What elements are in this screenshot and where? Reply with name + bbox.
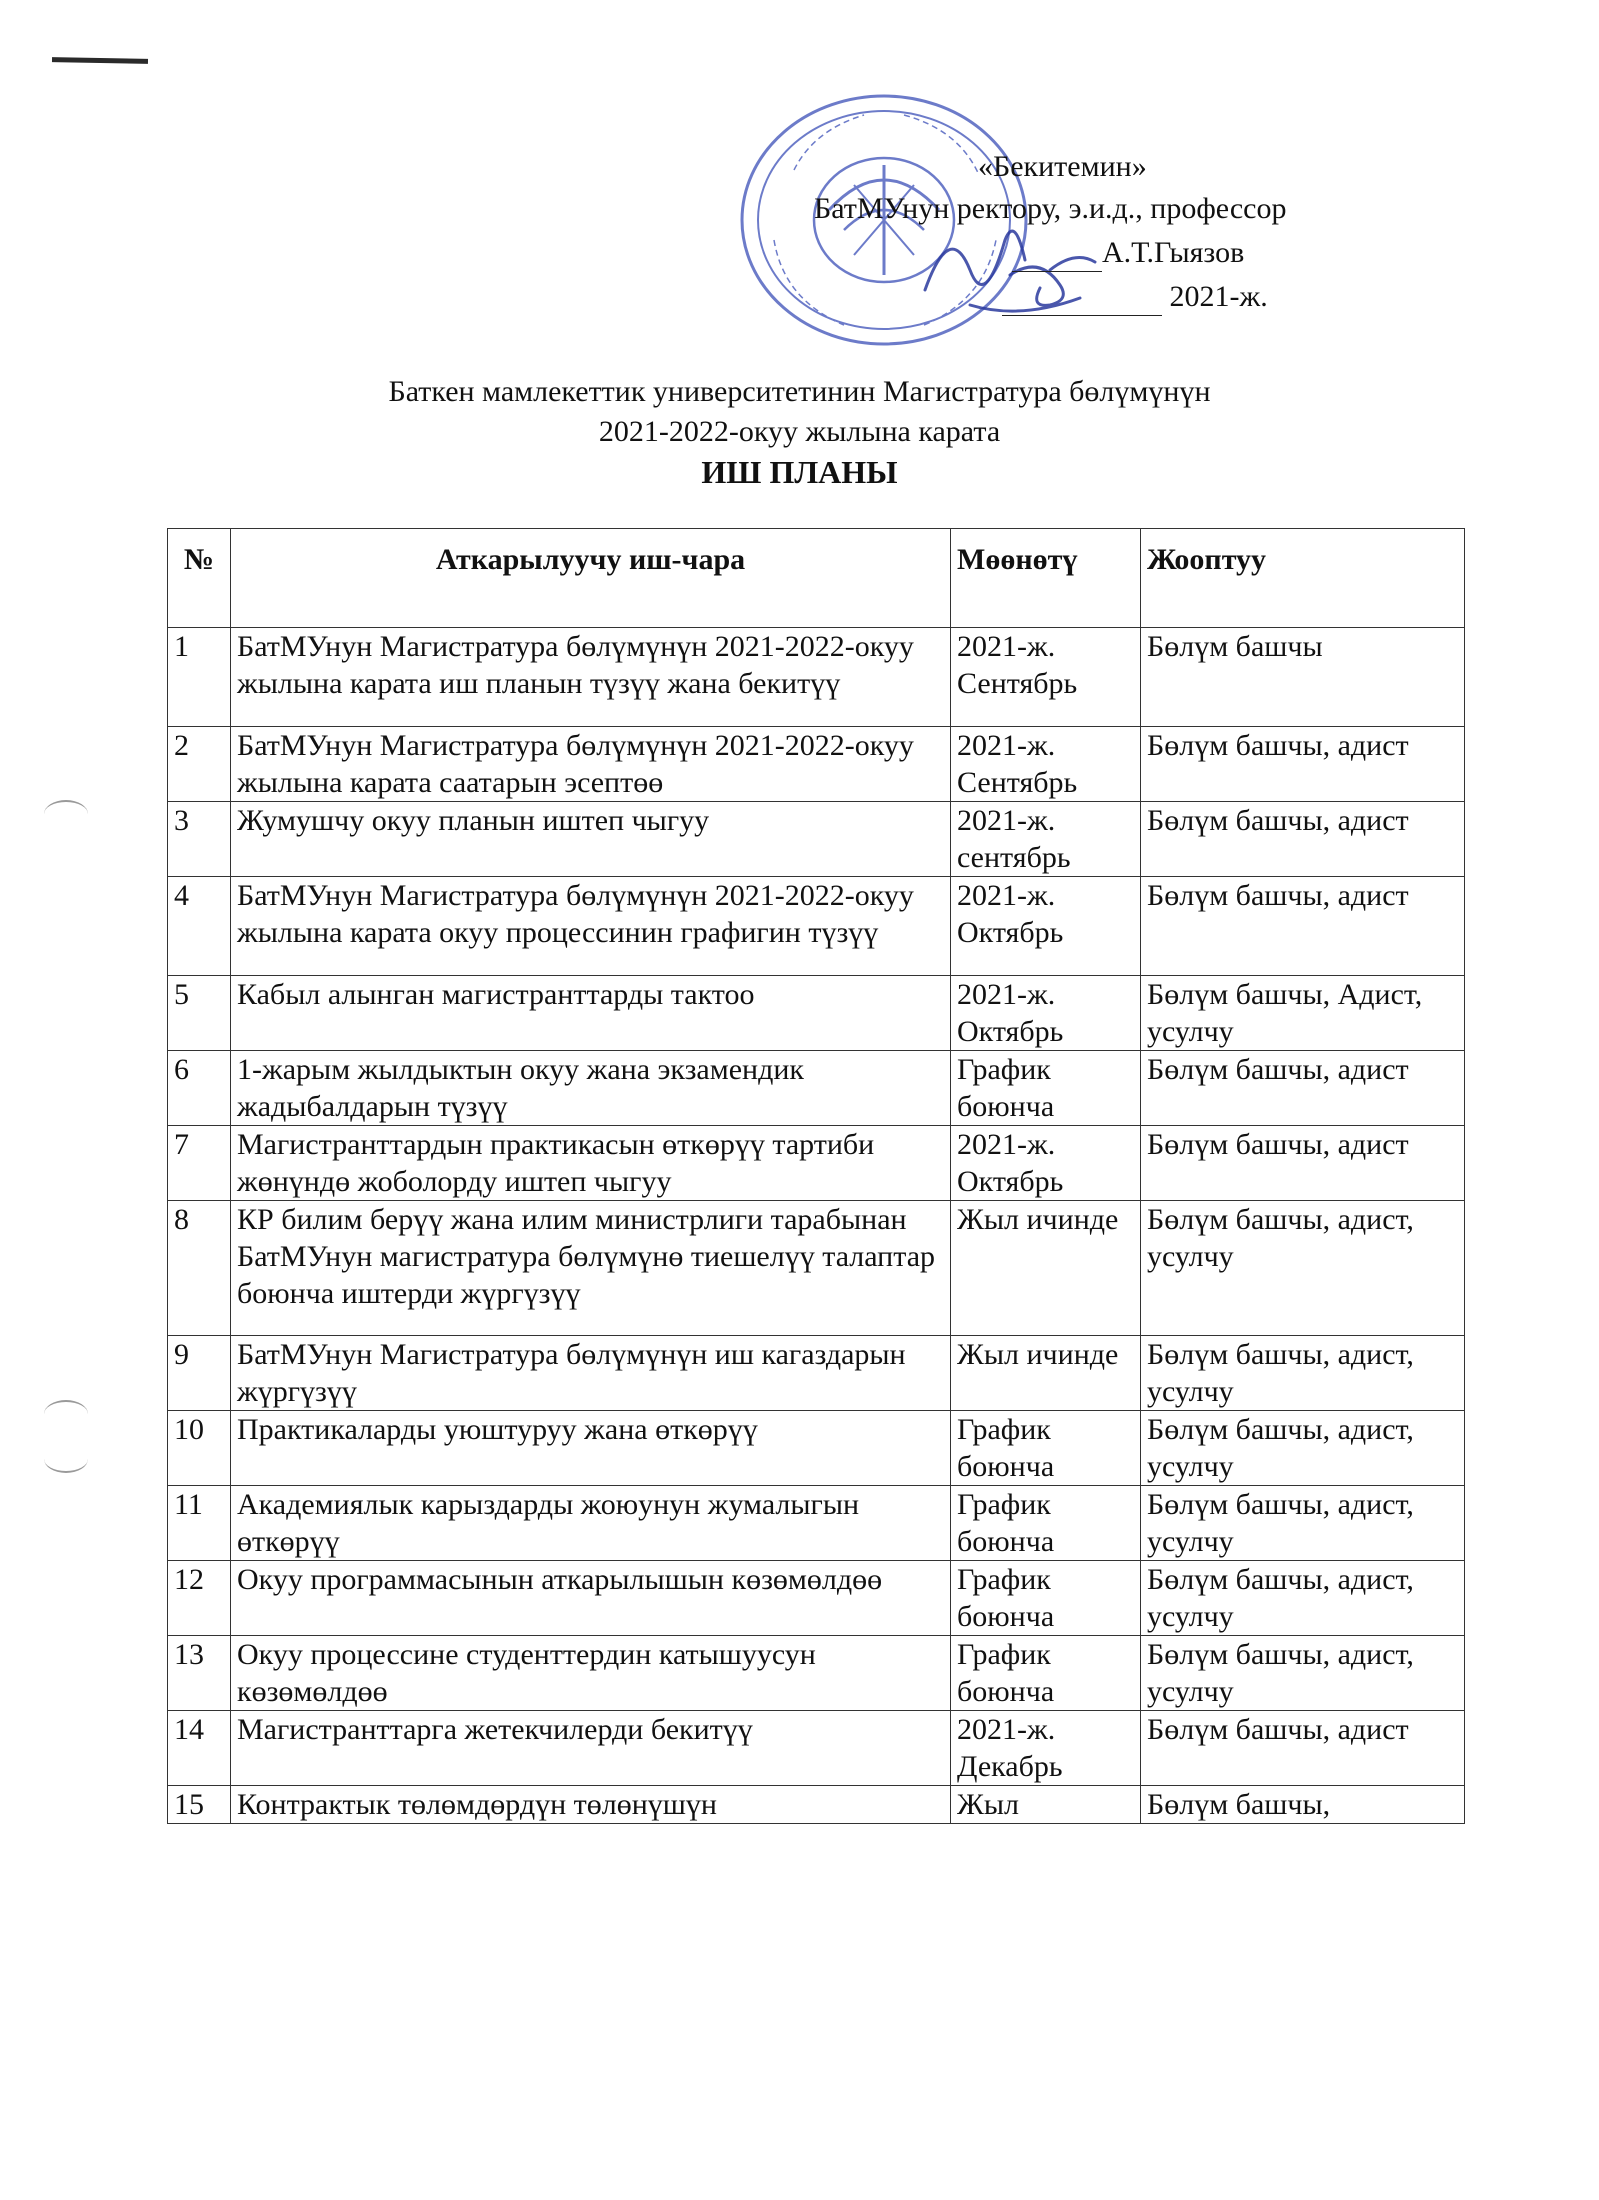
cell-responsible: Бөлүм башчы, адист xyxy=(1141,727,1465,802)
table-row xyxy=(168,1336,1465,1411)
cell-term: 2021-ж. Сентябрь xyxy=(951,628,1141,727)
table-row xyxy=(168,1126,1465,1201)
table-header-row xyxy=(168,529,1465,628)
table-row xyxy=(168,1411,1465,1486)
cell-number: 13 xyxy=(168,1636,231,1711)
cell-responsible: Бөлүм башчы, адист, усулчу xyxy=(1141,1636,1465,1711)
punch-hole-mark xyxy=(44,800,88,828)
cell-responsible: Бөлүм башчы, адист xyxy=(1141,1711,1465,1786)
cell-responsible: Бөлүм башчы, адист xyxy=(1141,1051,1465,1126)
table-row xyxy=(168,976,1465,1051)
cell-activity: Магистранттардын практикасын өткөрүү тартиби жөнүндө жоболорду иштеп чыгуу xyxy=(231,1126,951,1201)
work-plan-table xyxy=(167,528,1465,1824)
cell-number: 15 xyxy=(168,1786,231,1824)
cell-number: 14 xyxy=(168,1711,231,1786)
cell-responsible: Бөлүм башчы, адист, усулчу xyxy=(1141,1411,1465,1486)
table-row xyxy=(168,1636,1465,1711)
table-row xyxy=(168,1051,1465,1126)
cell-responsible: Бөлүм башчы, адист, усулчу xyxy=(1141,1336,1465,1411)
cell-term: График боюнча xyxy=(951,1486,1141,1561)
cell-responsible: Бөлүм башчы, xyxy=(1141,1786,1465,1824)
cell-number: 1 xyxy=(168,628,231,727)
cell-responsible: Бөлүм башчы, адист xyxy=(1141,877,1465,976)
cell-activity: БатМУнун Магистратура бөлүмүнүн 2021-2022-окуу жылына карата окуу процессинин графигин түзүү xyxy=(231,877,951,976)
cell-activity: БатМУнун Магистратура бөлүмүнүн иш кагаздарын жүргүзүү xyxy=(231,1336,951,1411)
signature-blank xyxy=(1012,243,1102,272)
cell-responsible: Бөлүм башчы, Адист, усулчу xyxy=(1141,976,1465,1051)
cell-number: 10 xyxy=(168,1411,231,1486)
document-heading: ИШ ПЛАНЫ xyxy=(701,454,898,490)
cell-term: Жыл xyxy=(951,1786,1141,1824)
approval-year: 2021-ж. xyxy=(1169,280,1268,313)
approval-date-line xyxy=(1002,278,1268,316)
cell-activity: КР билим берүү жана илим министрлиги тарабынан БатМУнун магистратура бөлүмүнө тиешелүү талаптар боюнча иштерди жүргүзүү xyxy=(231,1201,951,1336)
table-row xyxy=(168,1786,1465,1824)
table-row xyxy=(168,1561,1465,1636)
cell-term: График боюнча xyxy=(951,1051,1141,1126)
scan-mark xyxy=(52,57,148,64)
cell-term: 2021-ж. Октябрь xyxy=(951,1126,1141,1201)
cell-term: 2021-ж. Сентябрь xyxy=(951,727,1141,802)
punch-hole-mark xyxy=(44,1445,88,1473)
cell-term: 2021-ж. Октябрь xyxy=(951,976,1141,1051)
document-title xyxy=(0,372,1599,492)
cell-responsible: Бөлүм башчы, адист, усулчу xyxy=(1141,1561,1465,1636)
cell-activity: Практикаларды уюштуруу жана өткөрүү xyxy=(231,1411,951,1486)
cell-activity: Академиялык карыздарды жоюунун жумалыгын өткөрүү xyxy=(231,1486,951,1561)
cell-responsible: Бөлүм башчы, адист xyxy=(1141,802,1465,877)
cell-number: 11 xyxy=(168,1486,231,1561)
header-responsible: Жооптуу xyxy=(1141,529,1465,628)
cell-term: 2021-ж. сентябрь xyxy=(951,802,1141,877)
cell-term: Жыл ичинде xyxy=(951,1336,1141,1411)
table-row xyxy=(168,628,1465,727)
cell-activity: Кабыл алынган магистранттарды тактоо xyxy=(231,976,951,1051)
cell-activity: БатМУнун Магистратура бөлүмүнүн 2021-2022-окуу жылына карата саатарын эсептөө xyxy=(231,727,951,802)
cell-responsible: Бөлүм башчы, адист, усулчу xyxy=(1141,1201,1465,1336)
cell-number: 6 xyxy=(168,1051,231,1126)
cell-term: График боюнча xyxy=(951,1561,1141,1636)
cell-activity: Магистранттарга жетекчилерди бекитүү xyxy=(231,1711,951,1786)
cell-number: 5 xyxy=(168,976,231,1051)
approver-position: БатМУнун ректору, э.и.д., профессор xyxy=(814,192,1287,225)
cell-term: График боюнча xyxy=(951,1636,1141,1711)
table-row xyxy=(168,1711,1465,1786)
cell-activity: Окуу программасынын аткарылышын көзөмөлдөө xyxy=(231,1561,951,1636)
header-activity: Аткарылуучу иш-чара xyxy=(231,529,951,628)
cell-number: 8 xyxy=(168,1201,231,1336)
cell-activity: Жумушчу окуу планын иштеп чыгуу xyxy=(231,802,951,877)
date-blank xyxy=(1002,287,1162,316)
cell-number: 2 xyxy=(168,727,231,802)
cell-activity: 1-жарым жылдыктын окуу жана экзамендик жадыбалдарын түзүү xyxy=(231,1051,951,1126)
header-number: № xyxy=(168,529,231,628)
cell-term: 2021-ж. Октябрь xyxy=(951,877,1141,976)
table-row xyxy=(168,727,1465,802)
cell-activity: Окуу процессине студенттердин катышуусун көзөмөлдөө xyxy=(231,1636,951,1711)
punch-hole-mark xyxy=(44,1400,88,1428)
table-row xyxy=(168,1486,1465,1561)
cell-term: График боюнча xyxy=(951,1411,1141,1486)
approver-name: А.Т.Гыязов xyxy=(1102,236,1245,269)
cell-number: 4 xyxy=(168,877,231,976)
table-row xyxy=(168,1201,1465,1336)
cell-activity: БатМУнун Магистратура бөлүмүнүн 2021-2022-окуу жылына карата иш планын түзүү жана бекитүү xyxy=(231,628,951,727)
cell-number: 7 xyxy=(168,1126,231,1201)
cell-responsible: Бөлүм башчы xyxy=(1141,628,1465,727)
title-line-1: Баткен мамлекеттик университетинин Магистратура бөлүмүнүн xyxy=(388,375,1211,408)
table-row xyxy=(168,877,1465,976)
table-row xyxy=(168,802,1465,877)
cell-number: 3 xyxy=(168,802,231,877)
cell-term: Жыл ичинде xyxy=(951,1201,1141,1336)
cell-number: 9 xyxy=(168,1336,231,1411)
cell-term: 2021-ж. Декабрь xyxy=(951,1711,1141,1786)
approver-signature-line xyxy=(1012,234,1244,272)
header-term: Мөөнөтү xyxy=(951,529,1141,628)
cell-activity: Контрактык төлөмдөрдүн төлөнүшүн xyxy=(231,1786,951,1824)
cell-responsible: Бөлүм башчы, адист xyxy=(1141,1126,1465,1201)
approval-caption: «Бекитемин» xyxy=(978,150,1147,183)
cell-responsible: Бөлүм башчы, адист, усулчу xyxy=(1141,1486,1465,1561)
title-line-2: 2021-2022-окуу жылына карата xyxy=(598,415,1001,448)
cell-number: 12 xyxy=(168,1561,231,1636)
